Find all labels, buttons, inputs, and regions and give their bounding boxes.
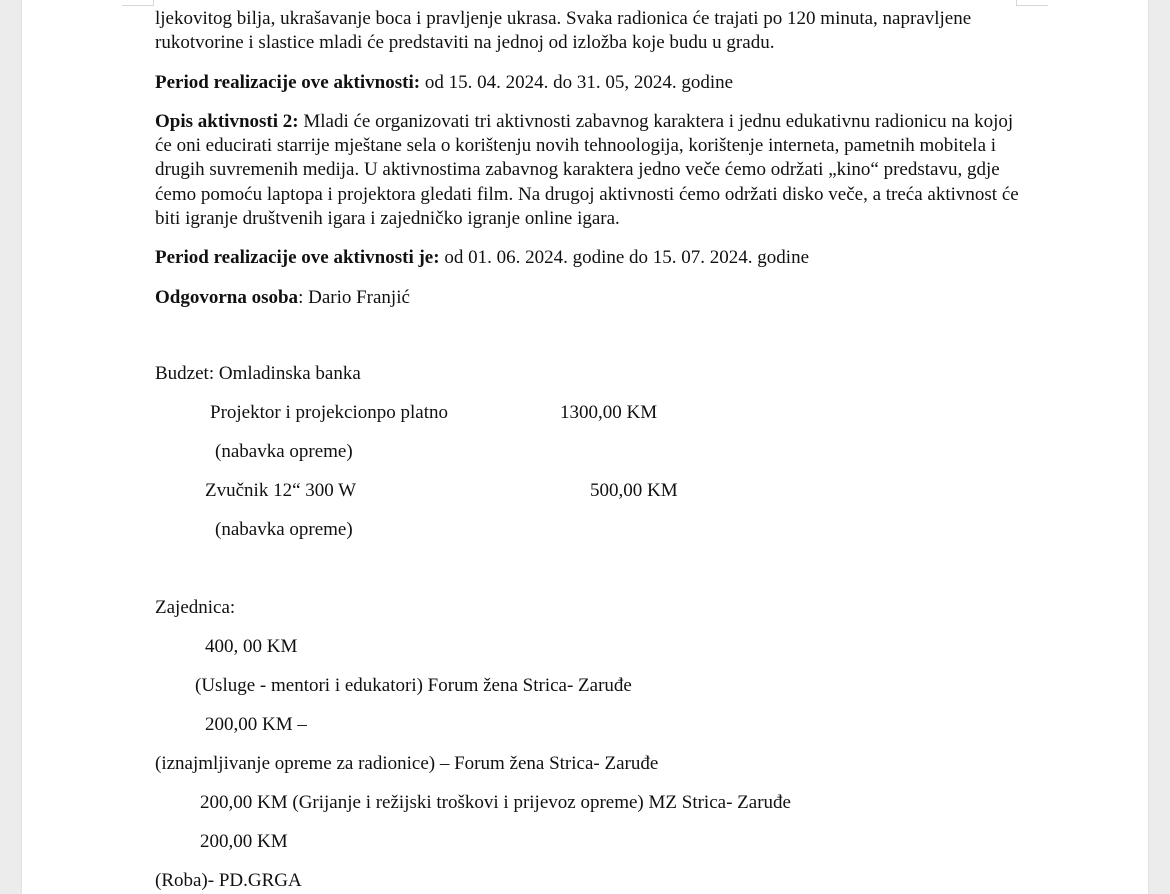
budget-item-2-note: (nabavka opreme)	[215, 519, 353, 540]
responsible-person-value: : Dario Franjić	[298, 286, 410, 308]
community-item-4-amount: 200,00 KM	[200, 831, 288, 852]
page-corner-mark-right	[1016, 5, 1048, 6]
paragraph-period-2	[155, 246, 1025, 270]
community-item-2-note: (iznajmljivanje opreme za radionice) – Forum žena Strica- Zaruđe	[155, 753, 659, 774]
budget-item-1-name: Projektor i projekcionpo platno	[210, 402, 448, 423]
document-page	[22, 0, 1148, 894]
community-item-4-note: (Roba)- PD.GRGA	[155, 870, 302, 891]
period-2-label: Period realizacije ove aktivnosti je:	[155, 247, 440, 269]
budget-item-2-name: Zvučnik 12“ 300 W	[205, 480, 357, 501]
budget-item-1-amount: 1300,00 KM	[560, 402, 658, 423]
community-heading: Zajednica:	[155, 597, 236, 618]
period-1-label: Period realizacije ove aktivnosti:	[155, 71, 421, 93]
period-2-value: od 01. 06. 2024. godine do 15. 07. 2024. godine	[439, 247, 810, 269]
period-1-value: od 15. 04. 2024. do 31. 05, 2024. godine	[420, 71, 734, 93]
community-item-2-amount: 200,00 KM –	[205, 714, 307, 735]
paragraph-activity-2	[155, 110, 1025, 231]
paragraph-responsible-person	[155, 286, 1025, 310]
activity-2-text: Mladi će organizovati tri aktivnosti zabavnog karaktera i jednu edukativnu radionicu na kojoj će oni educirati starrije mještane sela o korištenju novih tehnoologija, korištenje interneta, pametnih mobitela i drugih suvremenih medija. U aktivnostima zabavnog karaktera jedno veče ćemo održati „kino“ predstavu, gdje ćemo pomoću laptopa i projektora gledati film. Na drugoj aktivnosti ćemo održati disko veče, a treća aktivnost će biti igranje društvenih igara i zajedničko igranje online igara.	[155, 110, 1019, 230]
budget-item-2-amount: 500,00 KM	[590, 480, 678, 501]
paragraph-period-1	[155, 71, 1025, 95]
activity-2-label: Opis aktivnosti 2:	[155, 110, 299, 132]
community-item-3-line: 200,00 KM (Grijanje i režijski troškovi i prijevoz opreme) MZ Strica- Zaruđe	[200, 792, 791, 813]
budget-heading: Budzet: Omladinska banka	[155, 363, 361, 384]
paragraph-workshops: ljekovitog bilja, ukrašavanje boca i pravljenje ukrasa. Svaka radionica će trajati po 120 minuta, napravljene rukotvorine i slastice mladi će predstaviti na jednoj od izložba koje budu u gradu.	[155, 8, 972, 54]
budget-item-1-note: (nabavka opreme)	[215, 441, 353, 462]
page-corner-mark-left	[122, 5, 154, 6]
community-item-1-note: (Usluge - mentori i edukatori) Forum žena Strica- Zaruđe	[195, 675, 632, 696]
document-body	[155, 7, 1025, 310]
responsible-person-label: Odgovorna osoba	[155, 286, 299, 308]
community-item-1-amount: 400, 00 KM	[205, 636, 298, 657]
